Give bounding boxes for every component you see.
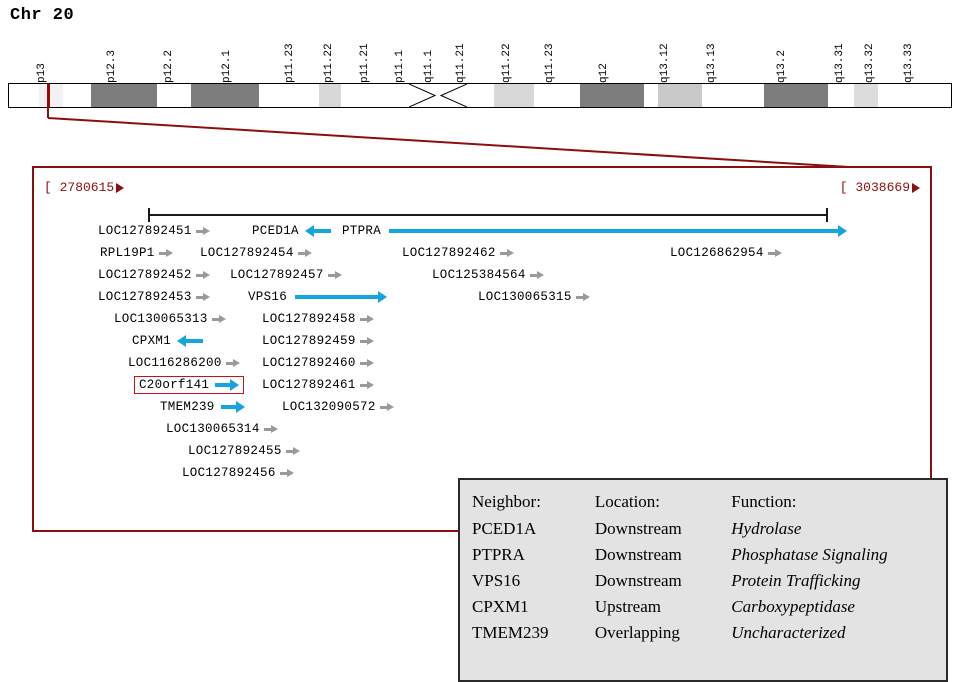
- legend-header-neighbor: Neighbor:: [472, 492, 541, 511]
- band-label-q13-31: q13.31: [834, 43, 846, 83]
- ideogram-band: [644, 84, 658, 107]
- left-marker-icon: [116, 183, 124, 193]
- right-marker-icon: [912, 183, 920, 193]
- legend-function: Carboxypeptidase: [731, 597, 855, 616]
- band-label-q13-2: q13.2: [776, 49, 788, 83]
- legend-location: Downstream: [594, 519, 682, 538]
- band-label-q11-21: q11.21: [455, 43, 467, 83]
- band-label-q11-23: q11.23: [544, 43, 556, 83]
- table-row: [460, 542, 946, 568]
- table-row: [460, 594, 946, 620]
- gene-c20orf141-highlighted[interactable]: C20orf141: [134, 376, 244, 394]
- legend-header-location: Location:: [594, 492, 661, 511]
- ideogram-band: [494, 84, 534, 107]
- scale-cap-left: [148, 208, 150, 222]
- scale-cap-right: [826, 208, 828, 222]
- band-label-p11-1: p11.1: [394, 49, 406, 83]
- gene-loc127892457[interactable]: LOC127892457: [230, 268, 342, 282]
- legend-location: Downstream: [594, 571, 682, 590]
- gene-arrow-right-icon: [389, 225, 847, 237]
- band-label-q12: q12: [598, 63, 610, 83]
- table-row: [460, 620, 946, 646]
- band-label-q11-1: q11.1: [423, 49, 435, 83]
- legend-function: Phosphatase Signaling: [731, 545, 888, 564]
- legend-table: [460, 490, 946, 646]
- region-start-label: [ 2780615: [44, 180, 115, 195]
- ideogram-band: [63, 84, 91, 107]
- legend-neighbor: CPXM1: [472, 597, 529, 616]
- legend-location: Overlapping: [594, 623, 680, 642]
- ideogram-bar[interactable]: [8, 83, 952, 108]
- chromosome-title: Chr 20: [10, 6, 75, 25]
- gene-arrow-right-icon: [768, 249, 782, 258]
- legend-neighbor: VPS16: [472, 571, 521, 590]
- gene-rpl19p1[interactable]: RPL19P1: [100, 246, 173, 260]
- band-label-p11-23: p11.23: [284, 43, 296, 83]
- gene-cpxm1[interactable]: CPXM1: [132, 334, 203, 348]
- gene-arrow-right-icon: [264, 425, 278, 434]
- band-label-q13-12: q13.12: [659, 43, 671, 83]
- ideogram-band: [259, 84, 319, 107]
- gene-loc127892460[interactable]: LOC127892460: [262, 356, 374, 370]
- gene-arrow-right-icon: [500, 249, 514, 258]
- band-label-q11-22: q11.22: [501, 43, 513, 83]
- legend-neighbor: PCED1A: [472, 519, 537, 538]
- band-label-p12-3: p12.3: [106, 49, 118, 83]
- gene-loc127892452[interactable]: LOC127892452: [98, 268, 210, 282]
- ideogram-band: [854, 84, 878, 107]
- region-scale-bar: [148, 208, 828, 222]
- gene-arrow-right-icon: [380, 403, 394, 412]
- ideogram-band: [191, 84, 259, 107]
- band-label-p11-21: p11.21: [359, 43, 371, 83]
- legend-header-row: [460, 490, 946, 516]
- ideogram-band: [702, 84, 764, 107]
- neighbor-legend-table: [458, 478, 948, 682]
- ideogram-band-labels: [8, 38, 952, 83]
- gene-loc116286200[interactable]: LOC116286200: [128, 356, 240, 370]
- ideogram-band: [464, 84, 494, 107]
- gene-tmem239[interactable]: TMEM239: [160, 400, 245, 414]
- region-end-coordinate: [840, 180, 920, 195]
- gene-arrow-right-icon: [286, 447, 300, 456]
- gene-loc130065314[interactable]: LOC130065314: [166, 422, 278, 436]
- ideogram-band: [764, 84, 828, 107]
- legend-neighbor: TMEM239: [472, 623, 549, 642]
- region-end-label: [ 3038669: [839, 180, 910, 195]
- band-label-p12-1: p12.1: [221, 49, 233, 83]
- ideogram-band: [9, 84, 39, 107]
- gene-arrow-right-icon: [196, 271, 210, 280]
- legend-location: Downstream: [594, 545, 682, 564]
- gene-loc127892459[interactable]: LOC127892459: [262, 334, 374, 348]
- legend-location: Upstream: [594, 597, 661, 616]
- ideogram-band: [658, 84, 702, 107]
- gene-loc127892456[interactable]: LOC127892456: [182, 466, 294, 480]
- gene-arrow-right-icon: [212, 315, 226, 324]
- gene-loc130065313[interactable]: LOC130065313: [114, 312, 226, 326]
- centromere-icon: [409, 84, 467, 107]
- band-label-q13-32: q13.32: [864, 43, 876, 83]
- gene-arrow-right-icon: [280, 469, 294, 478]
- table-row: [460, 568, 946, 594]
- gene-arrow-right-icon: [360, 337, 374, 346]
- ideogram-highlight-p13: [47, 84, 50, 107]
- legend-header-function: Function:: [731, 492, 797, 511]
- gene-arrow-right-icon: [196, 293, 210, 302]
- gene-loc127892454[interactable]: LOC127892454: [200, 246, 312, 260]
- legend-function: Uncharacterized: [731, 623, 846, 642]
- band-label-q13-33: q13.33: [903, 43, 915, 83]
- ideogram-band: [91, 84, 157, 107]
- gene-loc125384564[interactable]: LOC125384564: [432, 268, 544, 282]
- gene-arrow-left-icon: [177, 335, 203, 347]
- legend-function: Protein Trafficking: [731, 571, 861, 590]
- gene-arrow-right-icon: [360, 315, 374, 324]
- ideogram-band: [341, 84, 411, 107]
- ideogram-band: [319, 84, 341, 107]
- table-row: [460, 516, 946, 542]
- gene-arrow-right-icon: [196, 227, 210, 236]
- gene-arrow-right-icon: [295, 291, 387, 303]
- gene-arrow-right-icon: [159, 249, 173, 258]
- scale-line: [148, 214, 828, 216]
- region-start-coordinate: [44, 180, 124, 195]
- band-label-p13: p13: [36, 63, 48, 83]
- gene-loc127892462[interactable]: LOC127892462: [402, 246, 514, 260]
- ideogram: [8, 38, 952, 108]
- gene-arrow-right-icon: [221, 401, 245, 413]
- gene-loc127892461[interactable]: LOC127892461: [262, 378, 374, 392]
- ideogram-band: [580, 84, 644, 107]
- gene-loc127892451[interactable]: LOC127892451: [98, 224, 210, 238]
- gene-arrow-right-icon: [298, 249, 312, 258]
- legend-neighbor: PTPRA: [472, 545, 525, 564]
- gene-arrow-right-icon: [226, 359, 240, 368]
- gene-loc127892455[interactable]: LOC127892455: [188, 444, 300, 458]
- ideogram-band: [157, 84, 191, 107]
- legend-function: Hydrolase: [731, 519, 802, 538]
- gene-arrow-left-icon: [305, 225, 331, 237]
- ideogram-band: [878, 84, 951, 107]
- gene-arrow-right-icon: [360, 381, 374, 390]
- gene-vps16[interactable]: VPS16: [248, 290, 387, 304]
- gene-loc132090572[interactable]: LOC132090572: [282, 400, 394, 414]
- gene-pced1a[interactable]: PCED1A: [252, 224, 331, 238]
- ideogram-band: [534, 84, 580, 107]
- band-label-q13-13: q13.13: [706, 43, 718, 83]
- gene-loc127892453[interactable]: LOC127892453: [98, 290, 210, 304]
- gene-loc126862954[interactable]: LOC126862954: [670, 246, 782, 260]
- ideogram-band: [828, 84, 854, 107]
- band-label-p11-22: p11.22: [323, 43, 335, 83]
- gene-arrow-right-icon: [360, 359, 374, 368]
- gene-ptpra[interactable]: PTPRA: [342, 224, 847, 238]
- gene-arrow-right-icon: [576, 293, 590, 302]
- gene-loc127892458[interactable]: LOC127892458: [262, 312, 374, 326]
- band-label-p12-2: p12.2: [163, 49, 175, 83]
- gene-arrow-right-icon: [530, 271, 544, 280]
- ideogram-band: [39, 84, 63, 107]
- gene-arrow-right-icon: [215, 379, 239, 391]
- region-detail-panel: [32, 166, 932, 642]
- gene-loc130065315[interactable]: LOC130065315: [478, 290, 590, 304]
- gene-arrow-right-icon: [328, 271, 342, 280]
